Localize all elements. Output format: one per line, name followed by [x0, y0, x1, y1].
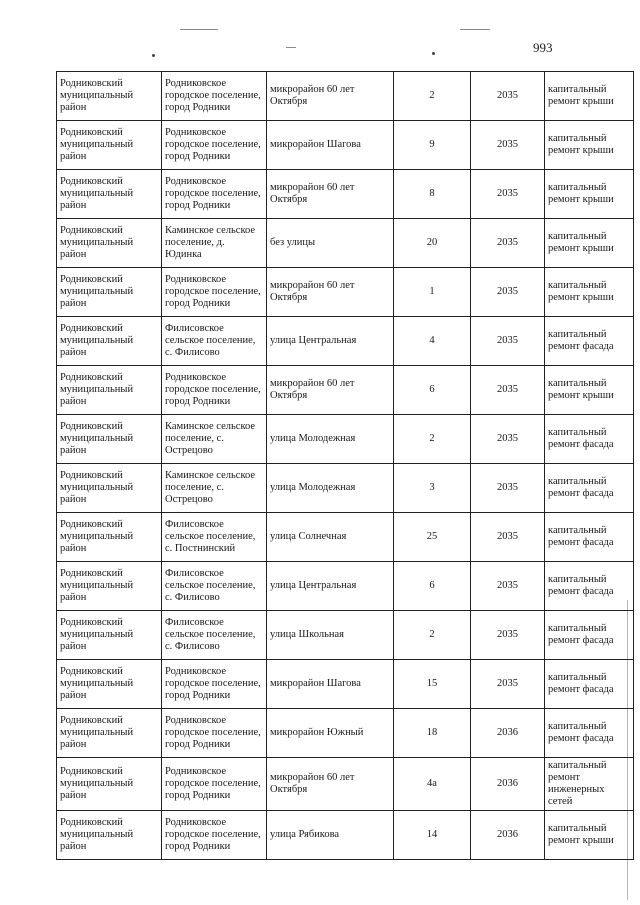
work-type-cell: капитальный ремонт инженерных сетей [545, 758, 634, 811]
house-number-cell: 9 [394, 121, 471, 170]
settlement-cell: Филисовское сельское поселение, с. Филисово [162, 562, 267, 611]
settlement-cell: Родниковское городское поселение, город Родники [162, 758, 267, 811]
house-number-cell: 20 [394, 219, 471, 268]
settlement-cell: Филисовское сельское поселение, с. Постнинский [162, 513, 267, 562]
scan-artifact-line [286, 47, 296, 48]
street-cell: микрорайон Южный [267, 709, 394, 758]
work-type-cell: капитальный ремонт крыши [545, 219, 634, 268]
settlement-cell: Родниковское городское поселение, город Родники [162, 709, 267, 758]
year-cell: 2035 [471, 366, 545, 415]
settlement-cell: Родниковское городское поселение, город Родники [162, 170, 267, 219]
district-cell: Родниковский муниципальный район [57, 415, 162, 464]
street-cell: улица Центральная [267, 317, 394, 366]
table-row [57, 660, 634, 709]
settlement-cell: Родниковское городское поселение, город Родники [162, 268, 267, 317]
settlement-cell: Родниковское городское поселение, город Родники [162, 660, 267, 709]
table-row [57, 170, 634, 219]
work-type-cell: капитальный ремонт крыши [545, 366, 634, 415]
district-cell: Родниковский муниципальный район [57, 811, 162, 860]
year-cell: 2035 [471, 562, 545, 611]
work-type-cell: капитальный ремонт фасада [545, 709, 634, 758]
street-cell: улица Рябикова [267, 811, 394, 860]
year-cell: 2035 [471, 513, 545, 562]
table-row [57, 219, 634, 268]
house-number-cell: 4а [394, 758, 471, 811]
scan-artifact-line [180, 29, 218, 30]
table-row [57, 415, 634, 464]
house-number-cell: 2 [394, 611, 471, 660]
street-cell: улица Солнечная [267, 513, 394, 562]
house-number-cell: 18 [394, 709, 471, 758]
house-number-cell: 4 [394, 317, 471, 366]
table-row [57, 513, 634, 562]
work-type-cell: капитальный ремонт крыши [545, 268, 634, 317]
work-type-cell: капитальный ремонт крыши [545, 121, 634, 170]
district-cell: Родниковский муниципальный район [57, 170, 162, 219]
house-number-cell: 6 [394, 366, 471, 415]
work-type-cell: капитальный ремонт фасада [545, 660, 634, 709]
district-cell: Родниковский муниципальный район [57, 611, 162, 660]
settlement-cell: Родниковское городское поселение, город Родники [162, 72, 267, 121]
district-cell: Родниковский муниципальный район [57, 72, 162, 121]
scan-artifact-dot [432, 52, 435, 55]
district-cell: Родниковский муниципальный район [57, 660, 162, 709]
table-row [57, 758, 634, 811]
table-row [57, 72, 634, 121]
table-row [57, 121, 634, 170]
house-number-cell: 2 [394, 415, 471, 464]
table-row [57, 464, 634, 513]
table-row [57, 317, 634, 366]
district-cell: Родниковский муниципальный район [57, 709, 162, 758]
district-cell: Родниковский муниципальный район [57, 758, 162, 811]
scan-artifact-dot [152, 54, 155, 57]
work-type-cell: капитальный ремонт фасада [545, 513, 634, 562]
year-cell: 2035 [471, 268, 545, 317]
street-cell: улица Молодежная [267, 464, 394, 513]
year-cell: 2035 [471, 464, 545, 513]
work-type-cell: капитальный ремонт фасада [545, 415, 634, 464]
registry-table-body [57, 72, 634, 860]
work-type-cell: капитальный ремонт фасада [545, 464, 634, 513]
house-number-cell: 8 [394, 170, 471, 219]
district-cell: Родниковский муниципальный район [57, 562, 162, 611]
street-cell: микрорайон 60 лет Октября [267, 72, 394, 121]
district-cell: Родниковский муниципальный район [57, 219, 162, 268]
table-row [57, 366, 634, 415]
year-cell: 2035 [471, 660, 545, 709]
house-number-cell: 25 [394, 513, 471, 562]
street-cell: без улицы [267, 219, 394, 268]
table-row [57, 611, 634, 660]
settlement-cell: Каминское сельское поселение, д. Юдинка [162, 219, 267, 268]
settlement-cell: Филисовское сельское поселение, с. Филисово [162, 611, 267, 660]
house-number-cell: 3 [394, 464, 471, 513]
table-row [57, 562, 634, 611]
district-cell: Родниковский муниципальный район [57, 513, 162, 562]
year-cell: 2036 [471, 709, 545, 758]
table-row [57, 709, 634, 758]
house-number-cell: 15 [394, 660, 471, 709]
street-cell: микрорайон 60 лет Октября [267, 170, 394, 219]
page-number: 993 [533, 40, 553, 55]
settlement-cell: Филисовское сельское поселение, с. Филисово [162, 317, 267, 366]
work-type-cell: капитальный ремонт фасада [545, 562, 634, 611]
district-cell: Родниковский муниципальный район [57, 121, 162, 170]
settlement-cell: Родниковское городское поселение, город Родники [162, 811, 267, 860]
work-type-cell: капитальный ремонт крыши [545, 72, 634, 121]
settlement-cell: Родниковское городское поселение, город Родники [162, 121, 267, 170]
work-type-cell: капитальный ремонт фасада [545, 611, 634, 660]
scan-artifact-line [460, 29, 490, 30]
work-type-cell: капитальный ремонт крыши [545, 170, 634, 219]
street-cell: улица Школьная [267, 611, 394, 660]
year-cell: 2036 [471, 758, 545, 811]
house-number-cell: 2 [394, 72, 471, 121]
year-cell: 2035 [471, 72, 545, 121]
year-cell: 2035 [471, 121, 545, 170]
year-cell: 2035 [471, 170, 545, 219]
street-cell: улица Центральная [267, 562, 394, 611]
house-number-cell: 14 [394, 811, 471, 860]
district-cell: Родниковский муниципальный район [57, 366, 162, 415]
district-cell: Родниковский муниципальный район [57, 464, 162, 513]
settlement-cell: Каминское сельское поселение, с. Острецово [162, 464, 267, 513]
year-cell: 2036 [471, 811, 545, 860]
house-number-cell: 1 [394, 268, 471, 317]
table-row [57, 268, 634, 317]
year-cell: 2035 [471, 611, 545, 660]
street-cell: улица Молодежная [267, 415, 394, 464]
table-row [57, 811, 634, 860]
settlement-cell: Каминское сельское поселение, с. Острецово [162, 415, 267, 464]
street-cell: микрорайон Шагова [267, 121, 394, 170]
street-cell: микрорайон 60 лет Октября [267, 268, 394, 317]
house-number-cell: 6 [394, 562, 471, 611]
year-cell: 2035 [471, 219, 545, 268]
street-cell: микрорайон 60 лет Октября [267, 758, 394, 811]
district-cell: Родниковский муниципальный район [57, 317, 162, 366]
settlement-cell: Родниковское городское поселение, город Родники [162, 366, 267, 415]
street-cell: микрорайон Шагова [267, 660, 394, 709]
year-cell: 2035 [471, 415, 545, 464]
street-cell: микрорайон 60 лет Октября [267, 366, 394, 415]
district-cell: Родниковский муниципальный район [57, 268, 162, 317]
registry-table [56, 71, 634, 860]
work-type-cell: капитальный ремонт крыши [545, 811, 634, 860]
work-type-cell: капитальный ремонт фасада [545, 317, 634, 366]
year-cell: 2035 [471, 317, 545, 366]
